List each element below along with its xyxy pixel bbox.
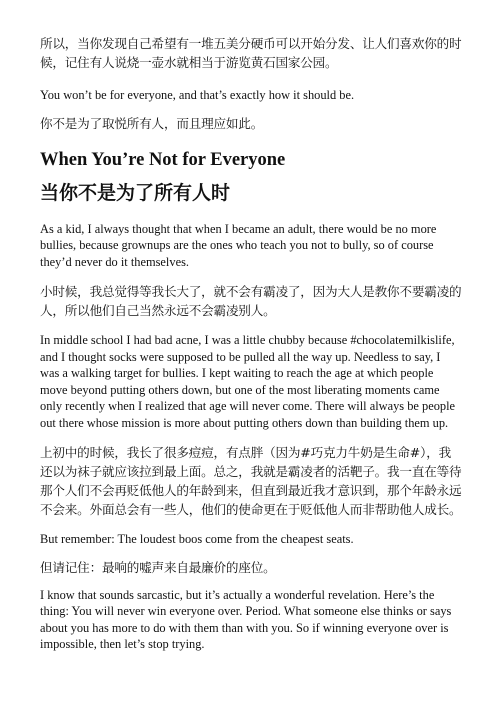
section-heading-en: When You’re Not for Everyone (40, 149, 286, 170)
paragraph-zh: 你不是为了取悦所有人，而且理应如此。 (40, 115, 264, 131)
paragraph-zh: 所以，当你发现自己希望有一堆五美分硬币可以开始分发、让人们喜欢你的时候，记住有人说烧一壶水就相当于游览黄石国家公园。 (40, 36, 462, 70)
paragraph-zh: 但请记住：最响的嘘声来自最廉价的座位。 (40, 559, 276, 575)
paragraph-en: In middle school I had bad acne, I was a little chubby because #chocolatemilkislife, and I thought socks were supposed to be pulled all the way up. Needless to say, I was a walking target for bullies. I kept waiting to reach the age at which people move beyond putting others down, but one of the most liberating moments came only recently when I realized that age will never come. There will always be people out there whose mission is more about putting others down than building them up. (40, 333, 456, 430)
paragraph-zh: 上初中的时候，我长了很多痘痘，有点胖（因为#巧克力牛奶是生命#），我还以为袜子就应该拉到最上面。总之，我就是霸凌者的活靶子。我一直在等待那个人们不会再贬低他人的年龄到来，但直到最近我才意识到，那个年龄永远不会来。外面总会有一些人，他们的使命更在于贬低他人而非帮助他人成长。 (40, 445, 462, 517)
paragraph-zh: 小时候，我总觉得等我长大了，就不会有霸凌了，因为大人是教你不要霸凌的人，所以他们自己当然永远不会霸凌别人。 (40, 284, 462, 318)
paragraph-en: As a kid, I always thought that when I became an adult, there would be no more bullies, because grownups are the ones who teach you not to bully, so of course they’d never do it themselves. (40, 221, 437, 269)
paragraph-en: You won’t be for everyone, and that’s exactly how it should be. (40, 88, 355, 102)
paragraph-en: I know that sounds sarcastic, but it’s actually a wonderful revelation. Here’s the thing: You will never win everyone over. Period. What someone else thinks or says about you has more to do with them than with you. So if winning everyone over is impossible, then let’s stop trying. (40, 587, 452, 651)
paragraph-en: But remember: The loudest boos come from the cheapest seats. (40, 532, 354, 546)
section-heading-zh: 当你不是为了所有人时 (40, 181, 231, 204)
document-page (40, 34, 462, 653)
